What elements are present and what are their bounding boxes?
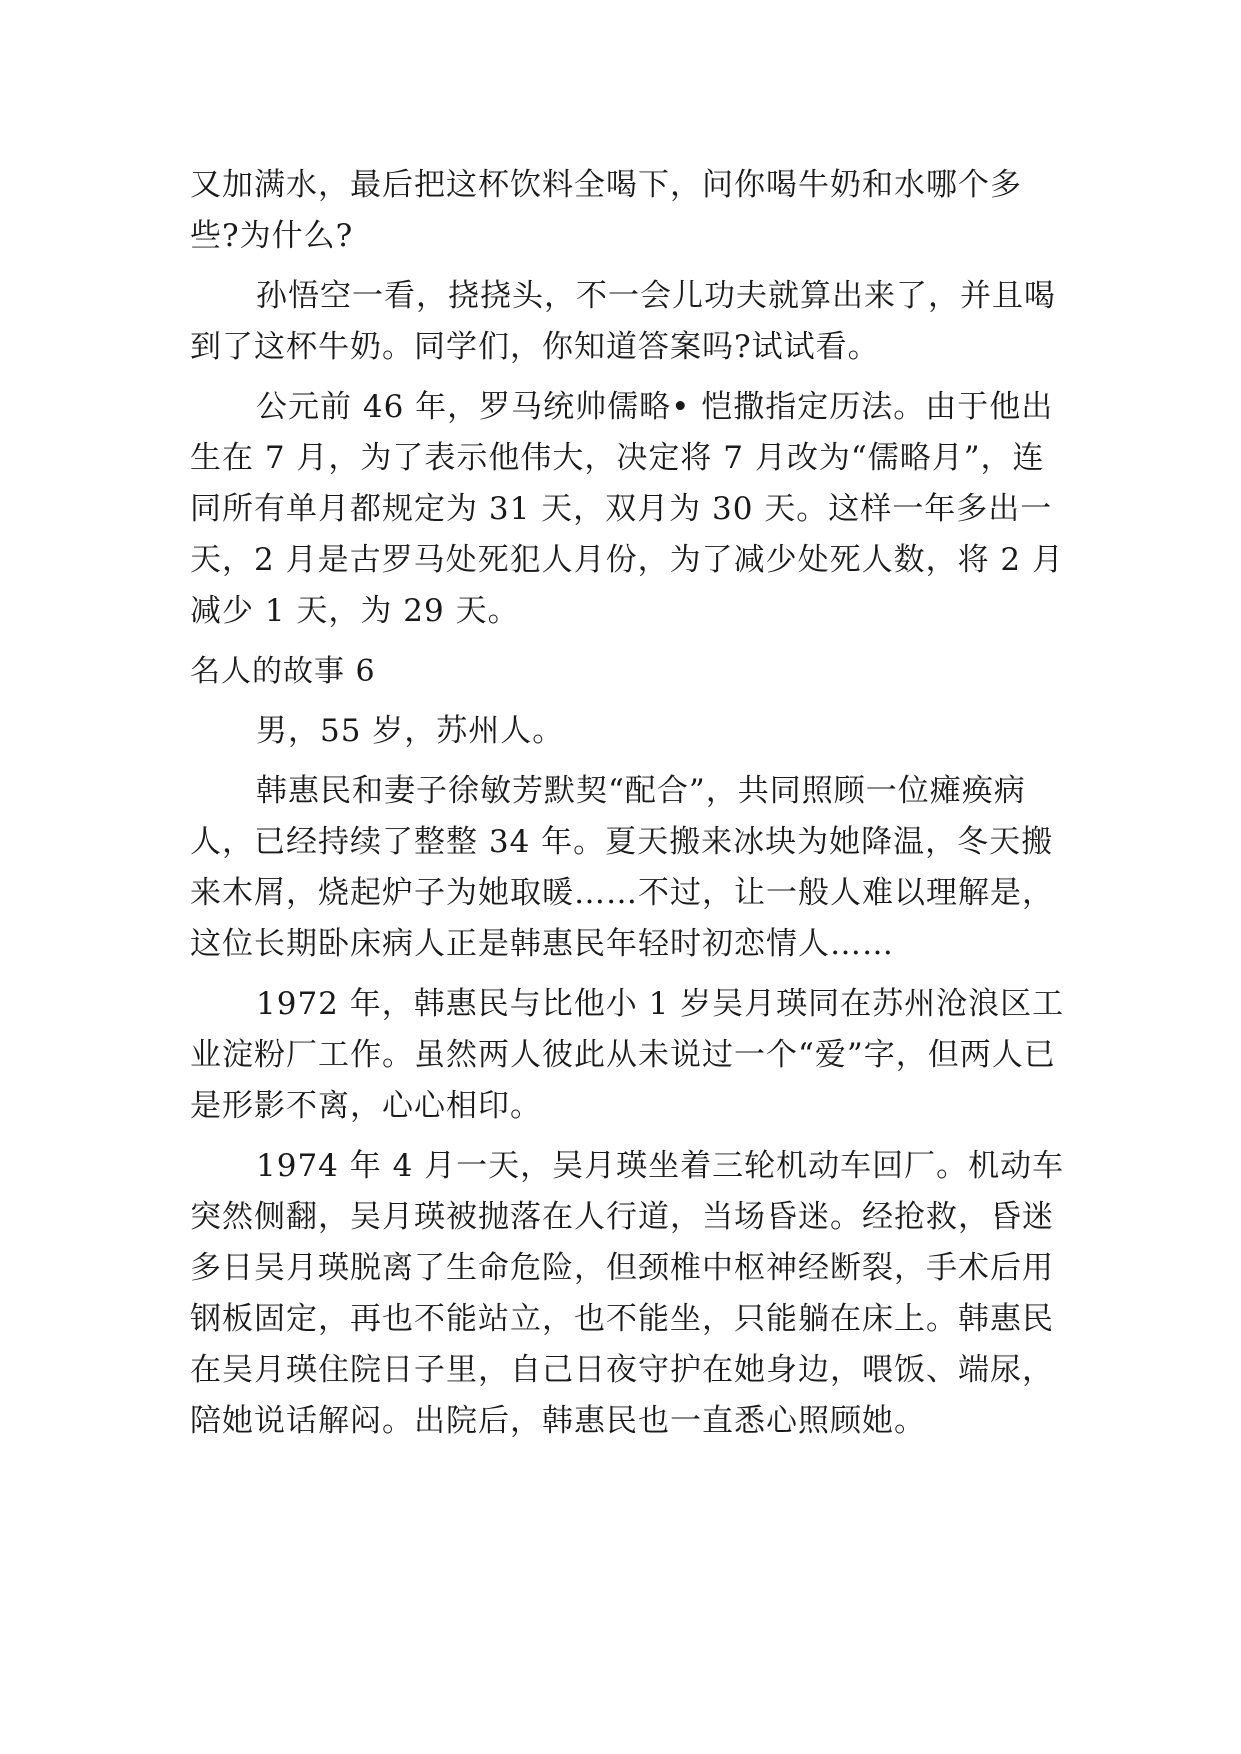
paragraph-3: 公元前 46 年，罗马统帅儒略• 恺撒指定历法。由于他出生在 7 月，为了表示他伟大，决定将 7 月改为“儒略月”，连同所有单月都规定为 31 天，双月为 30 天。这样一年多出一天，2 月是古罗马处死犯人月份，为了减少处死人数，将 2 月减少 1 天，为 29 天。 bbox=[190, 389, 1065, 629]
paragraph-6: 韩惠民和妻子徐敏芳默契“配合”，共同照顾一位瘫痪病人，已经持续了整整 34 年。夏天搬来冰块为她降温，冬天搬来木屑，烧起炉子为她取暖……不过，让一般人难以理解是，这位长期卧床病人正是韩惠民年轻时初恋情人…… bbox=[190, 773, 1054, 962]
paragraph-2: 孙悟空一看，挠挠头，不一会儿功夫就算出来了，并且喝到了这杯牛奶。同学们，你知道答案吗?试试看。 bbox=[190, 278, 1056, 365]
paragraph-8: 1974 年 4 月一天，吴月瑛坐着三轮机动车回厂。机动车突然侧翻，吴月瑛被抛落在人行道，当场昏迷。经抢救，昏迷多日吴月瑛脱离了生命危险，但颈椎中枢神经断裂，手术后用钢板固定，再也不能站立，也不能坐，只能躺在床上。韩惠民在吴月瑛住院日子里，自己日夜守护在她身边，喂饭、端尿，陪她说话解闷。出院后，韩惠民也一直悉心照顾她。 bbox=[190, 1148, 1065, 1439]
paragraph-1: 又加满水，最后把这杯饮料全喝下，问你喝牛奶和水哪个多些?为什么? bbox=[190, 167, 1022, 254]
section-heading: 名人的故事 6 bbox=[190, 654, 376, 689]
paragraph-5: 男，55 岁，苏州人。 bbox=[256, 713, 565, 749]
document-body bbox=[190, 160, 1070, 1456]
paragraph-7: 1972 年，韩惠民与比他小 1 岁吴月瑛同在苏州沧浪区工业淀粉厂工作。虽然两人彼此从未说过一个“爱”字，但两人已是形影不离，心心相印。 bbox=[190, 986, 1065, 1124]
